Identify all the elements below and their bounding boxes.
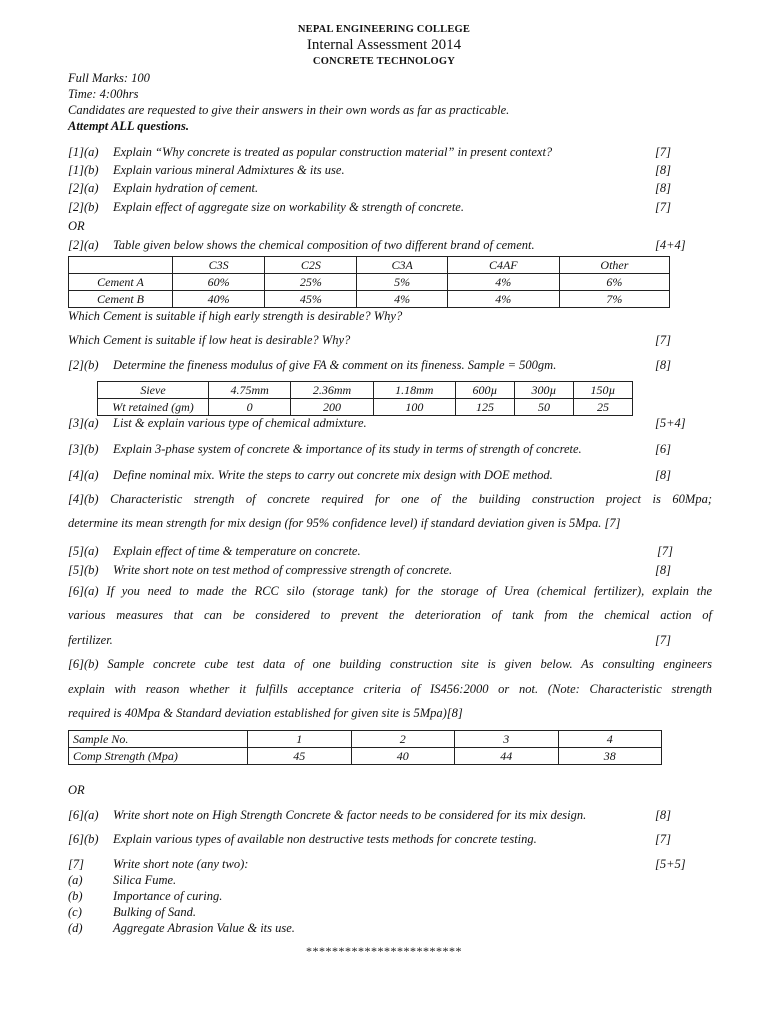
question-6b-line: explain with reason whether it fulfills acceptance criteria of IS456:2000 or not. (Note: Characteristic strength <box>68 682 712 696</box>
question-6b-line: [6](b) Sample concrete cube test data of one building construction site is given below. As consulting engineers <box>68 657 712 671</box>
question-text: Write short note (any two): <box>113 857 249 871</box>
question-number: [5](a) <box>68 544 99 558</box>
question-marks: [5+5] <box>655 857 686 871</box>
sub-question: Which Cement is suitable if high early strength is desirable? Why? <box>68 309 403 323</box>
question-number: [1](b) <box>68 163 99 177</box>
question-number: [7] <box>68 857 84 871</box>
question-6a-line: [6](a) If you need to made the RCC silo (storage tank) for the storage of Urea (chemical fertilizer), explain the <box>68 584 712 598</box>
question-number: [3](a) <box>68 416 99 430</box>
table-cell: Comp Strength (Mpa) <box>69 748 248 765</box>
table-cell: 7% <box>559 291 669 308</box>
question-marks: [8] <box>655 468 671 482</box>
attempt-note: Attempt ALL questions. <box>68 119 189 133</box>
table-cell: C4AF <box>447 257 559 274</box>
question-6a-line: various measures that can be considered to prevent the deterioration of tank from the chemical action of <box>68 608 712 622</box>
question-text: Explain 3-phase system of concrete & importance of its study in terms of strength of concrete. <box>113 442 582 456</box>
or-separator: OR <box>68 783 85 797</box>
exam-title: Internal Assessment 2014 <box>306 37 462 53</box>
question-marks: [7] <box>655 633 671 647</box>
question-marks: [6] <box>655 442 671 456</box>
question-text: Define nominal mix. Write the steps to carry out concrete mix design with DOE method. <box>113 468 553 482</box>
table-header-row <box>69 257 670 274</box>
table-cell: Wt retained (gm) <box>98 399 209 416</box>
question-text: Explain effect of time & temperature on concrete. <box>113 544 361 558</box>
table-cell: 600µ <box>455 382 514 399</box>
table-cell: 25% <box>265 274 357 291</box>
question-text: Explain hydration of cement. <box>113 181 259 195</box>
question-number: [2](b) <box>68 358 99 372</box>
subject-title: CONCRETE TECHNOLOGY <box>312 56 456 67</box>
table-header-row <box>69 731 662 748</box>
list-item-text: Aggregate Abrasion Value & its use. <box>113 921 295 935</box>
table-cell: 25 <box>573 399 632 416</box>
table-cell: 60% <box>173 274 265 291</box>
table-cell: C3A <box>357 257 447 274</box>
question-marks: [5+4] <box>655 416 686 430</box>
table-cell: 0 <box>209 399 291 416</box>
or-separator: OR <box>68 219 85 233</box>
question-text: Determine the fineness modulus of give FA & comment on its fineness. Sample = 500gm. <box>113 358 557 372</box>
question-text: Explain various types of available non destructive tests methods for concrete testing. <box>113 832 537 846</box>
question-number: [2](a) <box>68 238 99 252</box>
table-cell: 4% <box>447 291 559 308</box>
question-marks: [4+4] <box>655 238 686 252</box>
full-marks: Full Marks: 100 <box>68 71 150 85</box>
table-row <box>69 748 662 765</box>
question-number: [2](a) <box>68 181 99 195</box>
table-cell: Sample No. <box>69 731 248 748</box>
table-cell: Other <box>559 257 669 274</box>
list-item-number: (d) <box>68 921 83 935</box>
table-cell: 38 <box>558 748 662 765</box>
table-cell: 45% <box>265 291 357 308</box>
table-cell: 4.75mm <box>209 382 291 399</box>
question-text: Write short note on test method of compressive strength of concrete. <box>113 563 453 577</box>
table-cell: 125 <box>455 399 514 416</box>
table-cell: 45 <box>248 748 352 765</box>
cube-test-table <box>68 730 662 765</box>
question-number: [6](a) <box>68 808 99 822</box>
question-marks: [7] <box>655 832 671 846</box>
table-header-row <box>98 382 633 399</box>
table-cell: 44 <box>455 748 559 765</box>
list-item-number: (a) <box>68 873 83 887</box>
sub-question: Which Cement is suitable if low heat is desirable? Why? <box>68 333 351 347</box>
question-number: [4](a) <box>68 468 99 482</box>
question-text: Explain “Why concrete is treated as popular construction material” in present context? <box>113 145 553 159</box>
question-marks: [7] <box>655 145 671 159</box>
question-marks: [8] <box>655 163 671 177</box>
question-marks: [7] <box>657 544 673 558</box>
question-6a-line: fertilizer. <box>68 633 113 647</box>
table-cell: 40 <box>351 748 455 765</box>
question-text: Table given below shows the chemical composition of two different brand of cement. <box>113 238 535 252</box>
table-cell: Cement B <box>69 291 173 308</box>
table-cell: Cement A <box>69 274 173 291</box>
question-4b-line: [4](b) Characteristic strength of concrete required for one of the building construction project is 60Mpa; <box>68 492 712 506</box>
table-cell: 50 <box>514 399 573 416</box>
list-item-text: Bulking of Sand. <box>113 905 196 919</box>
table-cell: 1.18mm <box>373 382 455 399</box>
question-marks: [7] <box>655 333 671 347</box>
question-number: [2](b) <box>68 200 99 214</box>
table-row <box>69 291 670 308</box>
table-cell: 4% <box>357 291 447 308</box>
table-cell: 6% <box>559 274 669 291</box>
table-cell: 40% <box>173 291 265 308</box>
time-allowed: Time: 4:00hrs <box>68 87 139 101</box>
question-marks: [8] <box>655 808 671 822</box>
table-cell: C2S <box>265 257 357 274</box>
table-cell: Sieve <box>98 382 209 399</box>
instructions: Candidates are requested to give their answers in their own words as far as practicable. <box>68 103 510 117</box>
question-number: [5](b) <box>68 563 99 577</box>
table-cell: 2.36mm <box>291 382 373 399</box>
table-cell: 3 <box>455 731 559 748</box>
question-marks: [8] <box>655 358 671 372</box>
question-number: [3](b) <box>68 442 99 456</box>
table-cell: 2 <box>351 731 455 748</box>
list-item-number: (b) <box>68 889 83 903</box>
sieve-analysis-table <box>97 381 633 416</box>
question-6b-line: required is 40Mpa & Standard deviation established for given site is 5Mpa)[8] <box>68 706 463 720</box>
question-marks: [8] <box>655 563 671 577</box>
question-number: [1](a) <box>68 145 99 159</box>
end-of-paper-marker: ************************ <box>306 944 462 958</box>
question-marks: [8] <box>655 181 671 195</box>
table-cell <box>69 257 173 274</box>
table-cell: 200 <box>291 399 373 416</box>
table-row <box>69 274 670 291</box>
question-number: [6](b) <box>68 832 99 846</box>
list-item-text: Importance of curing. <box>113 889 223 903</box>
table-cell: 1 <box>248 731 352 748</box>
table-cell: 4 <box>558 731 662 748</box>
table-cell: 4% <box>447 274 559 291</box>
question-text: Explain effect of aggregate size on workability & strength of concrete. <box>113 200 464 214</box>
table-cell: 100 <box>373 399 455 416</box>
question-marks: [7] <box>655 200 671 214</box>
table-cell: 150µ <box>573 382 632 399</box>
table-cell: 5% <box>357 274 447 291</box>
list-item-text: Silica Fume. <box>113 873 177 887</box>
question-text: Explain various mineral Admixtures & its use. <box>113 163 345 177</box>
table-row <box>98 399 633 416</box>
list-item-number: (c) <box>68 905 82 919</box>
table-cell: C3S <box>173 257 265 274</box>
question-text: List & explain various type of chemical admixture. <box>113 416 367 430</box>
cement-composition-table <box>68 256 670 308</box>
college-name: NEPAL ENGINEERING COLLEGE <box>297 24 471 35</box>
question-text: Write short note on High Strength Concrete & factor needs to be considered for its mix design. <box>113 808 587 822</box>
question-4b-line: determine its mean strength for mix design (for 95% confidence level) if standard deviation given is 5Mpa. [7] <box>68 516 621 530</box>
table-cell: 300µ <box>514 382 573 399</box>
